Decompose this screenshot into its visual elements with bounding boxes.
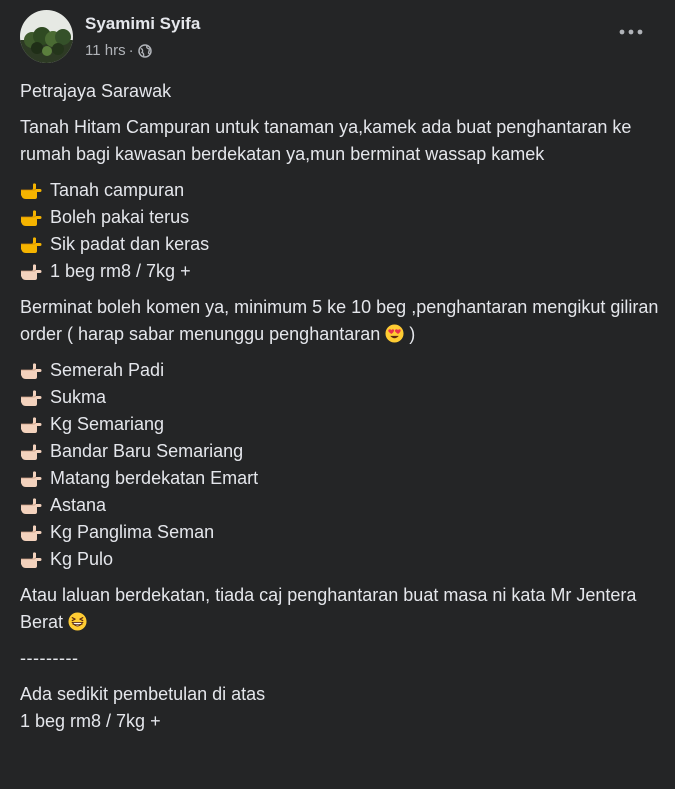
globe-icon[interactable]: [138, 44, 152, 58]
post-meta: [85, 42, 152, 59]
list-item-text: Tanah campuran: [50, 180, 185, 200]
pointing-hand-light-icon: [20, 551, 42, 569]
delivery-note: [20, 582, 660, 636]
divider: ---------: [20, 648, 79, 668]
heart-eyes-emoji: [385, 324, 404, 343]
list-item-text: Sukma: [50, 387, 107, 407]
list-item-text: Matang berdekatan Emart: [50, 468, 259, 488]
list-item-text: Kg Semariang: [50, 414, 165, 434]
pointing-hand-icon: [20, 209, 42, 227]
grinning-squinting-emoji: [68, 612, 87, 631]
list-item-text: Kg Pulo: [50, 549, 114, 569]
list-item-text: Semerah Padi: [50, 360, 165, 380]
list-item: [20, 492, 660, 519]
meta-separator: ·: [128, 42, 134, 59]
list-item-text: Boleh pakai terus: [50, 207, 190, 227]
pointing-hand-light-icon: [20, 497, 42, 515]
list-item-text: Astana: [50, 495, 107, 515]
order-note-end: ): [409, 324, 416, 344]
features-list: [20, 177, 660, 285]
areas-list: [20, 357, 660, 573]
intro-text: Tanah Hitam Campuran untuk tanaman ya,kamek ada buat penghantaran ke rumah bagi kawasan berdekatan ya,mun berminat wassap kamek: [20, 117, 632, 164]
correction-title: Ada sedikit pembetulan di atas: [20, 684, 266, 704]
list-item: [20, 519, 660, 546]
correction-block: [20, 681, 660, 735]
delivery-note-text: Atau laluan berdekatan, tiada caj penghantaran buat masa ni kata Mr Jentera Berat: [20, 585, 637, 632]
pointing-hand-icon: [20, 236, 42, 254]
list-item: [20, 546, 660, 573]
list-item: [20, 357, 660, 384]
pointing-hand-light-icon: [20, 524, 42, 542]
list-item: [20, 204, 660, 231]
avatar[interactable]: [20, 10, 73, 63]
list-item-text: Bandar Baru Semariang: [50, 441, 244, 461]
pointing-hand-light-icon: [20, 470, 42, 488]
pointing-hand-light-icon: [20, 362, 42, 380]
list-item: [20, 231, 660, 258]
order-note: [20, 294, 660, 348]
list-item: [20, 411, 660, 438]
list-item: [20, 384, 660, 411]
more-horizontal-icon: [619, 29, 643, 35]
list-item-text: Sik padat dan keras: [50, 234, 210, 254]
list-item: [20, 438, 660, 465]
list-item: [20, 258, 660, 285]
list-item: [20, 177, 660, 204]
order-note-text: Berminat boleh komen ya, minimum 5 ke 10 beg ,penghantaran mengikut giliran order ( harap sabar menunggu penghantaran: [20, 297, 659, 344]
pointing-hand-light-icon: [20, 263, 42, 281]
pointing-hand-light-icon: [20, 443, 42, 461]
post-content: [20, 78, 660, 735]
pointing-hand-light-icon: [20, 389, 42, 407]
pointing-hand-light-icon: [20, 416, 42, 434]
list-item-text: Kg Panglima Seman: [50, 522, 215, 542]
more-options-button[interactable]: [617, 22, 645, 42]
post-timestamp[interactable]: 11 hrs: [85, 42, 126, 59]
list-item-text: 1 beg rm8 / 7kg +: [50, 261, 191, 281]
list-item: [20, 465, 660, 492]
correction-price: 1 beg rm8 / 7kg +: [20, 711, 161, 731]
location-text: Petrajaya Sarawak: [20, 81, 172, 101]
pointing-hand-icon: [20, 182, 42, 200]
post-header: [20, 10, 655, 62]
author-name[interactable]: Syamimi Syifa: [85, 14, 201, 33]
